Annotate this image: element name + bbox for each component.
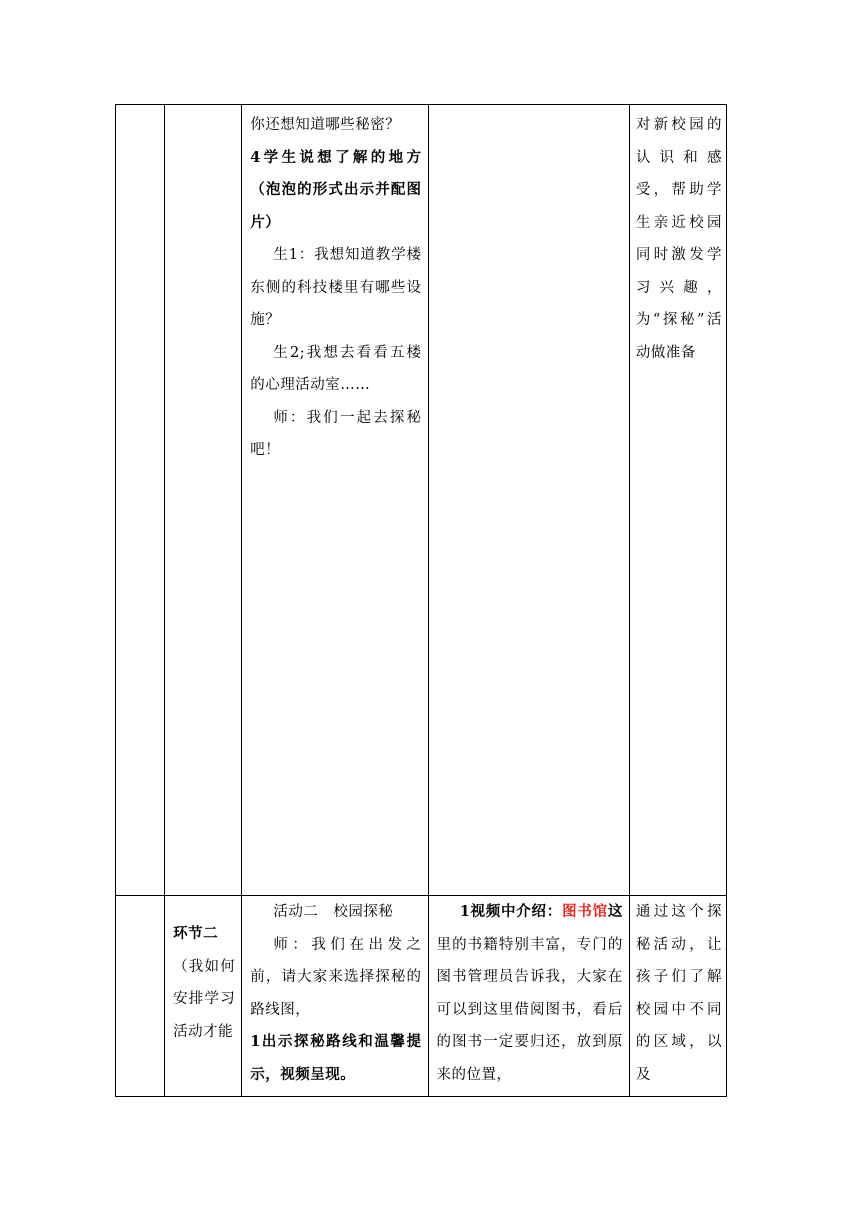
design-intent-cell xyxy=(629,896,726,1097)
section-subtitle: （我如何安排学习活动才能 xyxy=(173,958,236,1040)
paragraph xyxy=(429,105,629,109)
stage-column-cell xyxy=(116,105,165,896)
student-activity-cell xyxy=(428,896,629,1097)
stage-column-cell xyxy=(116,896,165,1097)
teacher-activity-cell xyxy=(242,105,428,896)
paragraph: 师：我们在出发之前，请大家来选择探秘的路线图， xyxy=(250,936,422,1018)
paragraph: 你还想知道哪些秘密？ xyxy=(250,117,401,133)
body-text: 里的书籍特别丰富，专门的图书管理员告诉我，大家在可以到这里借阅图书，看后的图书一定要归还，放到原来的位置， xyxy=(436,936,623,1083)
lesson-plan-table xyxy=(115,104,727,1097)
intro-text: 1视频中介绍： xyxy=(459,903,563,920)
paragraph: 4学生说想了解的地方（泡泡的形式出示并配图片） xyxy=(250,148,422,231)
paragraph: 师：我们一起去探秘吧！ xyxy=(250,409,422,458)
paragraph: 1出示探秘路线和温馨提示，视频呈现。 xyxy=(250,1033,422,1083)
paragraph: 活动二 校园探秘 xyxy=(273,904,394,920)
table-row xyxy=(116,105,727,896)
bold-text: 这 xyxy=(607,903,623,920)
section-cell xyxy=(165,896,242,1097)
paragraph: 生2;我想去看看五楼的心理活动室…… xyxy=(250,344,422,393)
design-intent-cell xyxy=(629,105,726,896)
paragraph xyxy=(437,896,623,1091)
section-title: 环节二 xyxy=(173,925,219,942)
highlight-text: 图书馆 xyxy=(562,903,608,920)
paragraph: 通过这个探秘活动，让孩子们了解校园中不同的区域，以及 xyxy=(635,904,722,1083)
teacher-activity-cell xyxy=(242,896,428,1097)
section-cell xyxy=(165,105,242,896)
table-row xyxy=(116,896,727,1097)
paragraph: 对新校园的认识和感受，帮助学生亲近校园同时激发学习兴趣，为“探秘”活动做准备 xyxy=(635,117,722,361)
paragraph: 生1：我想知道教学楼东侧的科技楼里有哪些设施？ xyxy=(250,247,422,328)
student-activity-cell xyxy=(428,105,629,896)
